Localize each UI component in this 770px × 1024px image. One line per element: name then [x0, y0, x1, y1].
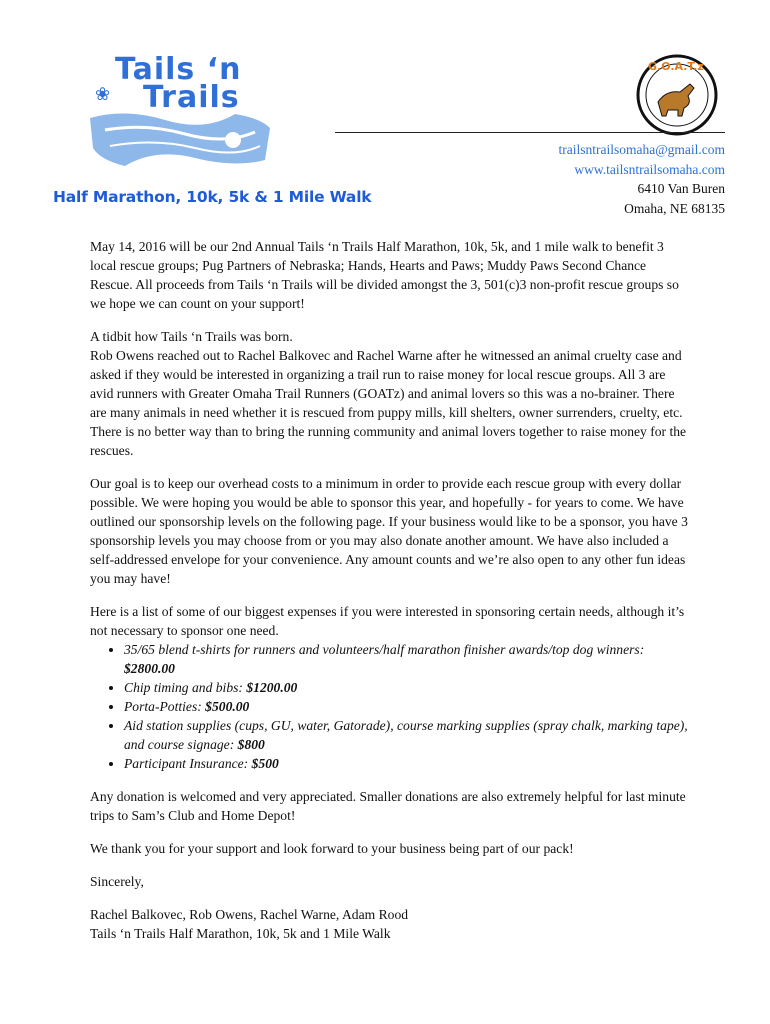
- letter-body: [90, 237, 690, 957]
- expenses-intro: Here is a list of some of our biggest expenses if you were interested in sponsoring certain needs, although it’s not necessary to sponsor one need.: [90, 604, 685, 638]
- intro-paragraph: May 14, 2016 will be our 2nd Annual Tails ‘n Trails Half Marathon, 10k, 5k, and 1 mile walk to benefit 3 local rescue groups; Pug Partners of Nebraska; Hands, Hearts and Paws; Muddy Paws Second Chance Rescue. All proceeds from Tails ‘n Trails will be divided amongst the 3, 501(c)3 non-profit rescue groups so we hope we can count on your support!: [90, 239, 679, 311]
- logo-line1: Tails ‘n: [115, 52, 242, 87]
- contact-website[interactable]: www.tailsntrailsomaha.com: [574, 161, 725, 177]
- history-paragraph: [90, 327, 690, 460]
- goal-paragraph: Our goal is to keep our overhead costs to a minimum in order to provide each rescue group with every dollar possible. We were hoping you would be able to sponsor this year, and hopefully - for years to come. We have outlined our sponsorship levels on the following page. If your business would like to be a sponsor, you have 3 sponsorship levels you may choose from or you may also donate another amount. We have also included a self-addressed envelope for your convenience. Any amount counts and we’re also open to any other fun ideas you may have!: [90, 476, 688, 586]
- list-item: • 35/65 blend t-shirts for runners and volunteers/half marathon finisher awards/top dog winners: $2800.00: [124, 640, 690, 678]
- logo-line2: Trails: [143, 80, 240, 115]
- expenses-list: [90, 640, 690, 773]
- contact-email[interactable]: trailsntrailsomaha@gmail.com: [558, 142, 725, 157]
- closing: Sincerely,: [90, 874, 144, 889]
- tails-n-trails-logo: [85, 48, 275, 178]
- donation-paragraph: Any donation is welcomed and very appreciated. Smaller donations are also extremely helpful for last minute trips to Sam’s Club and Home Depot!: [90, 789, 686, 823]
- thanks-paragraph: We thank you for your support and look forward to your business being part of our pack!: [90, 841, 574, 856]
- signature-org: Tails ‘n Trails Half Marathon, 10k, 5k and 1 Mile Walk: [90, 926, 391, 941]
- signature-names: Rachel Balkovec, Rob Owens, Rachel Warne, Adam Rood: [90, 907, 409, 922]
- list-item: • Chip timing and bibs: $1200.00: [124, 678, 690, 697]
- contact-block: [558, 140, 725, 218]
- list-item: • Aid station supplies (cups, GU, water, Gatorade), course marking supplies (spray chalk, marking tape), and course signage: $800: [124, 716, 690, 754]
- event-title: Half Marathon, 10k, 5k & 1 Mile Walk: [53, 188, 372, 206]
- goatz-badge-text: G.O.A.T.z: [648, 60, 704, 73]
- list-item: • Participant Insurance: $500: [124, 754, 690, 773]
- signature-block: [90, 905, 690, 943]
- list-item: • Porta-Potties: $500.00: [124, 697, 690, 716]
- contact-street: 6410 Van Buren: [637, 181, 725, 196]
- history-heading: A tidbit how Tails ‘n Trails was born.: [90, 329, 293, 344]
- header-divider: [335, 132, 725, 133]
- history-text: Rob Owens reached out to Rachel Balkovec and Rachel Warne after he witnessed an animal cruelty case and asked if they would be interested in organizing a trail run to raise money for local rescue groups. All 3 are avid runners with Greater Omaha Trail Runners (GOATz) and animal lovers so this was a no-brainer. There are many animals in need whether it is rescued from puppy mills, kill shelters, owner surrenders, cruelty, etc. There is no better way than to bring the running community and animal lovers together to raise money for the rescues.: [90, 348, 687, 458]
- contact-city: Omaha, NE 68135: [624, 200, 725, 216]
- goatz-badge: [636, 54, 718, 136]
- paw-print-icon: ❀: [95, 84, 111, 104]
